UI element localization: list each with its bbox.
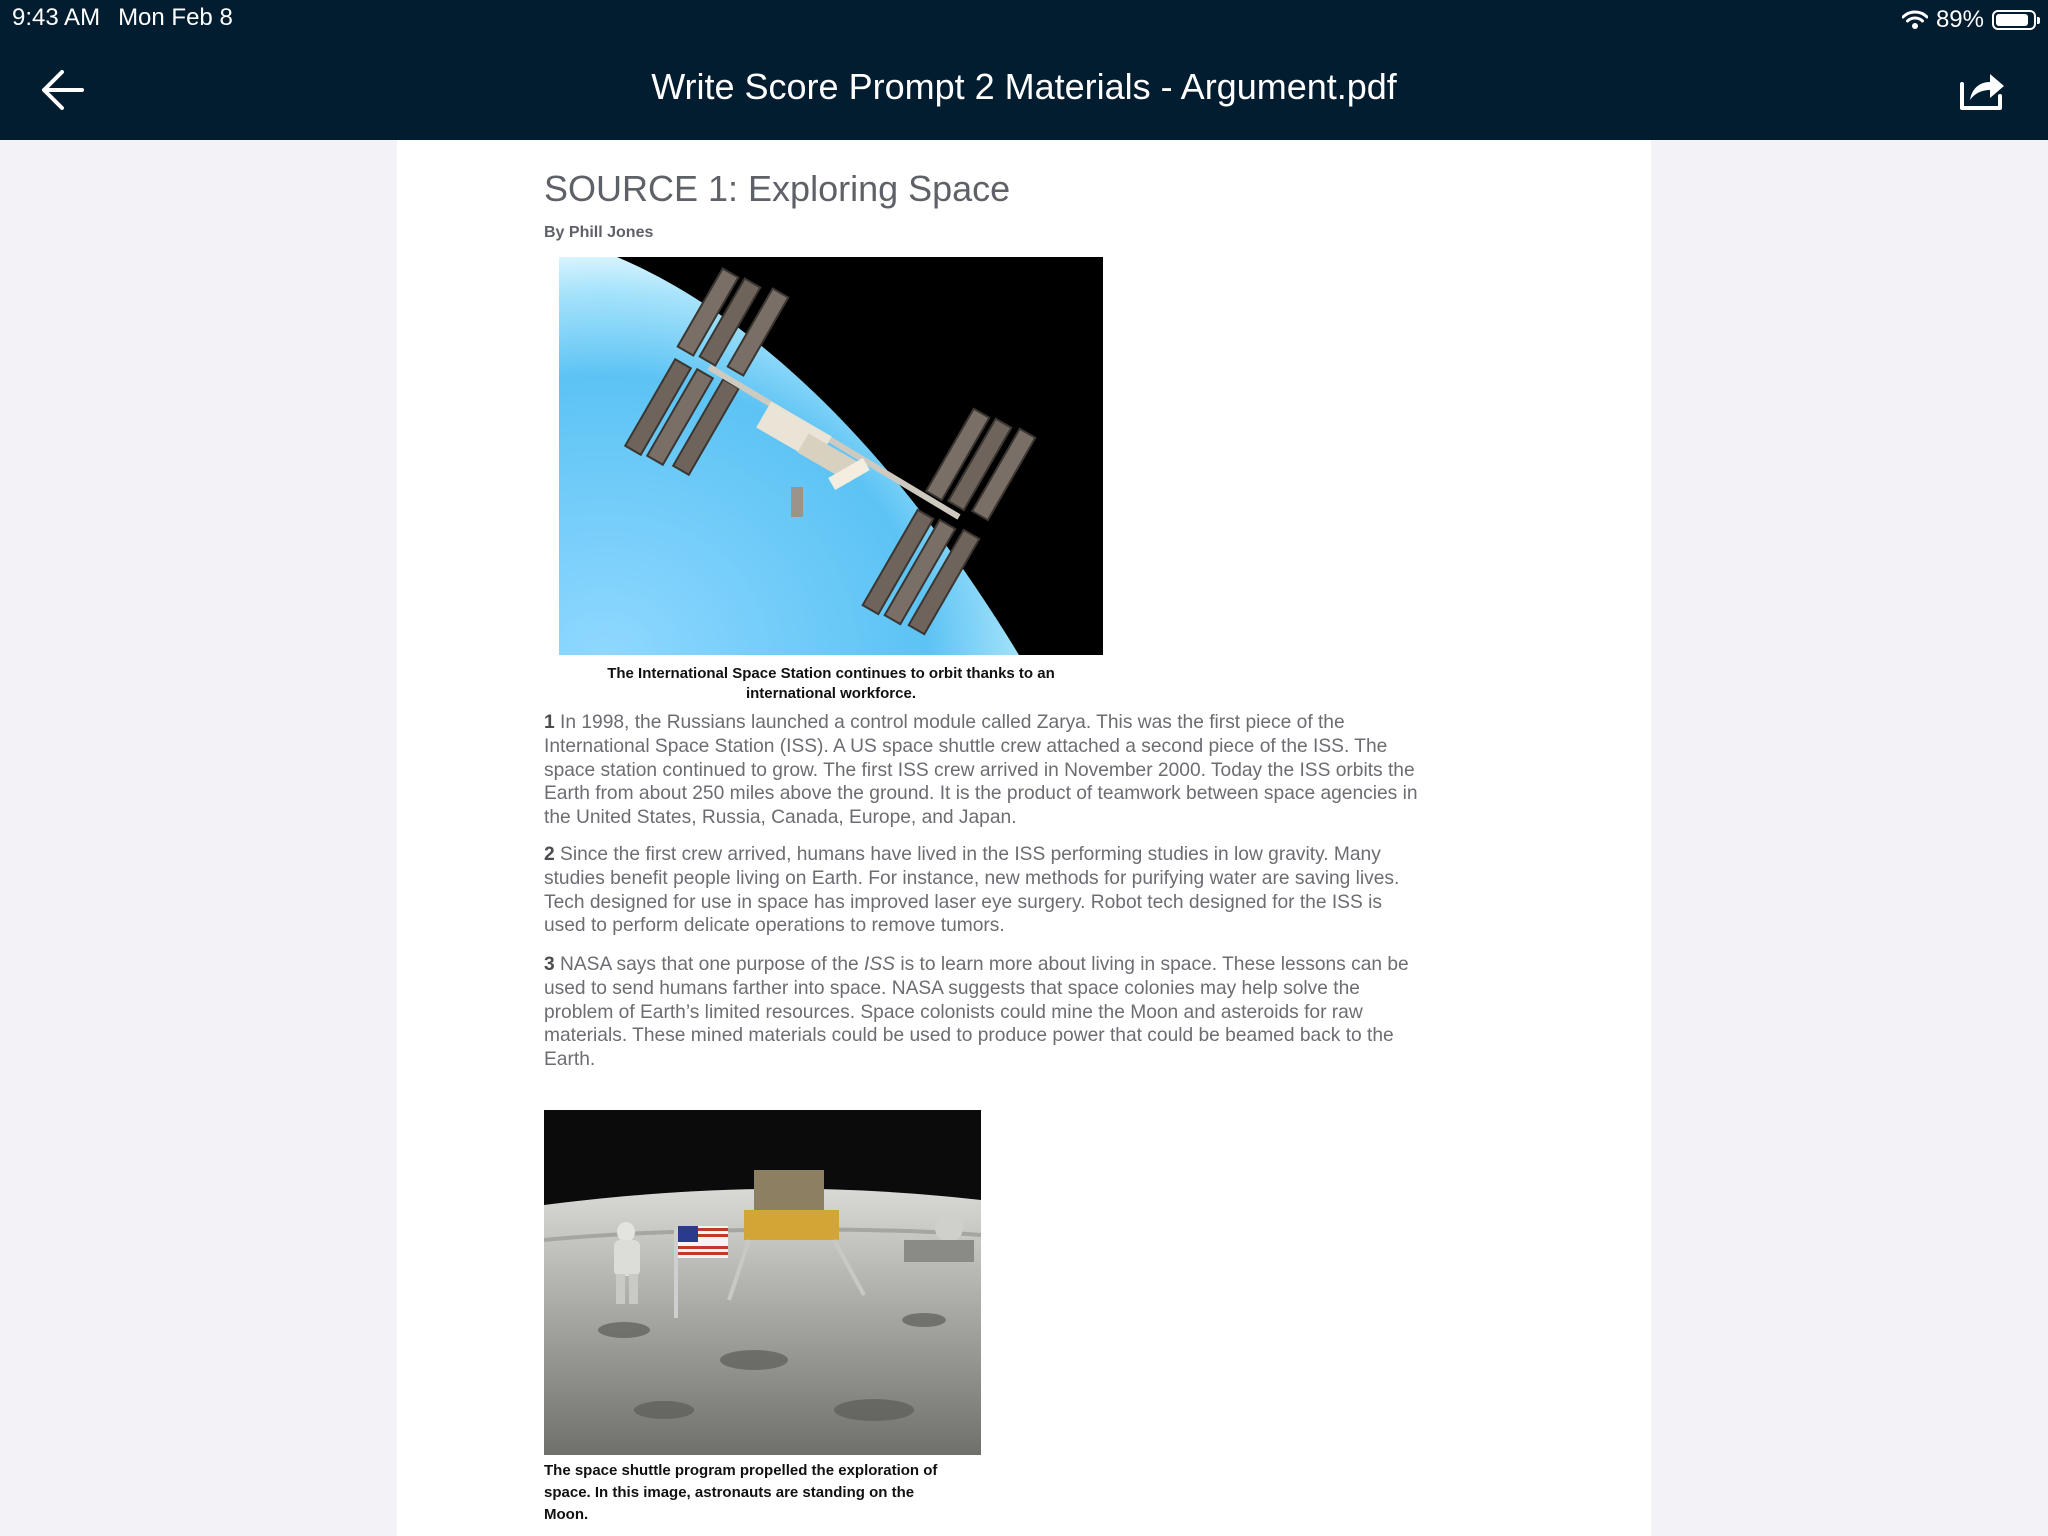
status-bar-right bbox=[1902, 4, 2036, 36]
moon-caption-line: Moon. bbox=[544, 1506, 589, 1523]
paragraph-line: International Space Station (ISS). A US space shuttle crew attached a second piece of the ISS. The bbox=[544, 735, 1388, 757]
status-time: 9:43 AM bbox=[12, 4, 101, 31]
top-bar bbox=[0, 0, 2048, 140]
paragraph-line bbox=[544, 953, 1514, 977]
iss-caption-line: The International Space Station continues to orbit thanks to an bbox=[607, 665, 1055, 682]
paragraph-line: Earth. bbox=[544, 1049, 596, 1071]
moon-caption-line: The space shuttle program propelled the exploration of bbox=[544, 1462, 938, 1479]
moon-photo bbox=[544, 1110, 981, 1455]
moon-caption-line: space. In this image, astronauts are standing on the bbox=[544, 1484, 915, 1501]
paragraph-text: In 1998, the Russians launched a control module called Zarya. This was the first piece of the bbox=[560, 712, 1345, 733]
paragraph-number: 3 bbox=[544, 954, 555, 975]
iss-photo bbox=[559, 257, 1103, 655]
share-icon bbox=[1954, 64, 2010, 116]
wifi-icon bbox=[1902, 10, 1928, 30]
battery-icon bbox=[1992, 10, 2036, 30]
moon-caption bbox=[544, 1460, 1004, 1526]
status-date: Mon Feb 8 bbox=[118, 4, 233, 31]
byline: By Phill Jones bbox=[544, 224, 654, 241]
paragraph-1 bbox=[544, 711, 1514, 830]
paragraph-line: Earth from about 250 miles above the ground. It is the product of teamwork between space agencies in bbox=[544, 783, 1418, 805]
arrow-left-icon bbox=[36, 64, 92, 116]
paragraph-number: 1 bbox=[544, 712, 555, 733]
status-bar-left bbox=[12, 4, 233, 32]
share-button[interactable] bbox=[1954, 64, 2010, 116]
paragraph-3 bbox=[544, 953, 1514, 1072]
paragraph-line: Tech designed for use in space has improved laser eye surgery. Robot tech designed for the ISS is bbox=[544, 891, 1382, 913]
back-button[interactable] bbox=[36, 64, 92, 116]
paragraph-line bbox=[544, 711, 1514, 735]
paragraph-line: used to perform delicate operations to remove tumors. bbox=[544, 915, 1005, 937]
paragraph-2 bbox=[544, 843, 1514, 938]
paragraph-line: used to send humans farther into space. NASA suggests that space colonies may help solve the bbox=[544, 977, 1360, 999]
moon-image bbox=[544, 1110, 981, 1455]
iss-italic: ISS bbox=[864, 954, 895, 975]
iss-caption-line: international workforce. bbox=[745, 685, 917, 702]
paragraph-line bbox=[544, 843, 1514, 867]
paragraph-line: studies benefit people living on Earth. For instance, new methods for purifying water are saving lives. bbox=[544, 867, 1400, 889]
paragraph-text: NASA says that one purpose of the bbox=[560, 954, 859, 975]
battery-percent: 89% bbox=[1935, 6, 1984, 33]
paragraph-line: space station continued to grow. The first ISS crew arrived in November 2000. Today the ISS orbits the bbox=[544, 759, 1415, 781]
paragraph-line: problem of Earth’s limited resources. Space colonists could mine the Moon and asteroids for raw bbox=[544, 1001, 1363, 1023]
paragraph-line: the United States, Russia, Canada, Europe, and Japan. bbox=[544, 807, 1017, 829]
iss-image bbox=[559, 257, 1103, 655]
paragraph-text: Since the first crew arrived, humans have lived in the ISS performing studies in low gravity. Many bbox=[560, 844, 1381, 865]
battery-fill bbox=[1996, 14, 2028, 26]
document-title: Write Score Prompt 2 Materials - Argument.pdf bbox=[651, 66, 1397, 107]
paragraph-number: 2 bbox=[544, 844, 555, 865]
pdf-page[interactable] bbox=[397, 140, 1651, 1536]
iss-caption bbox=[544, 664, 1118, 704]
paragraph-line: materials. These mined materials could be used to produce power that could be beamed back to the bbox=[544, 1025, 1394, 1047]
paragraph-text: is to learn more about living in space. These lessons can be bbox=[900, 954, 1409, 975]
source-heading: SOURCE 1: Exploring Space bbox=[544, 168, 1011, 209]
